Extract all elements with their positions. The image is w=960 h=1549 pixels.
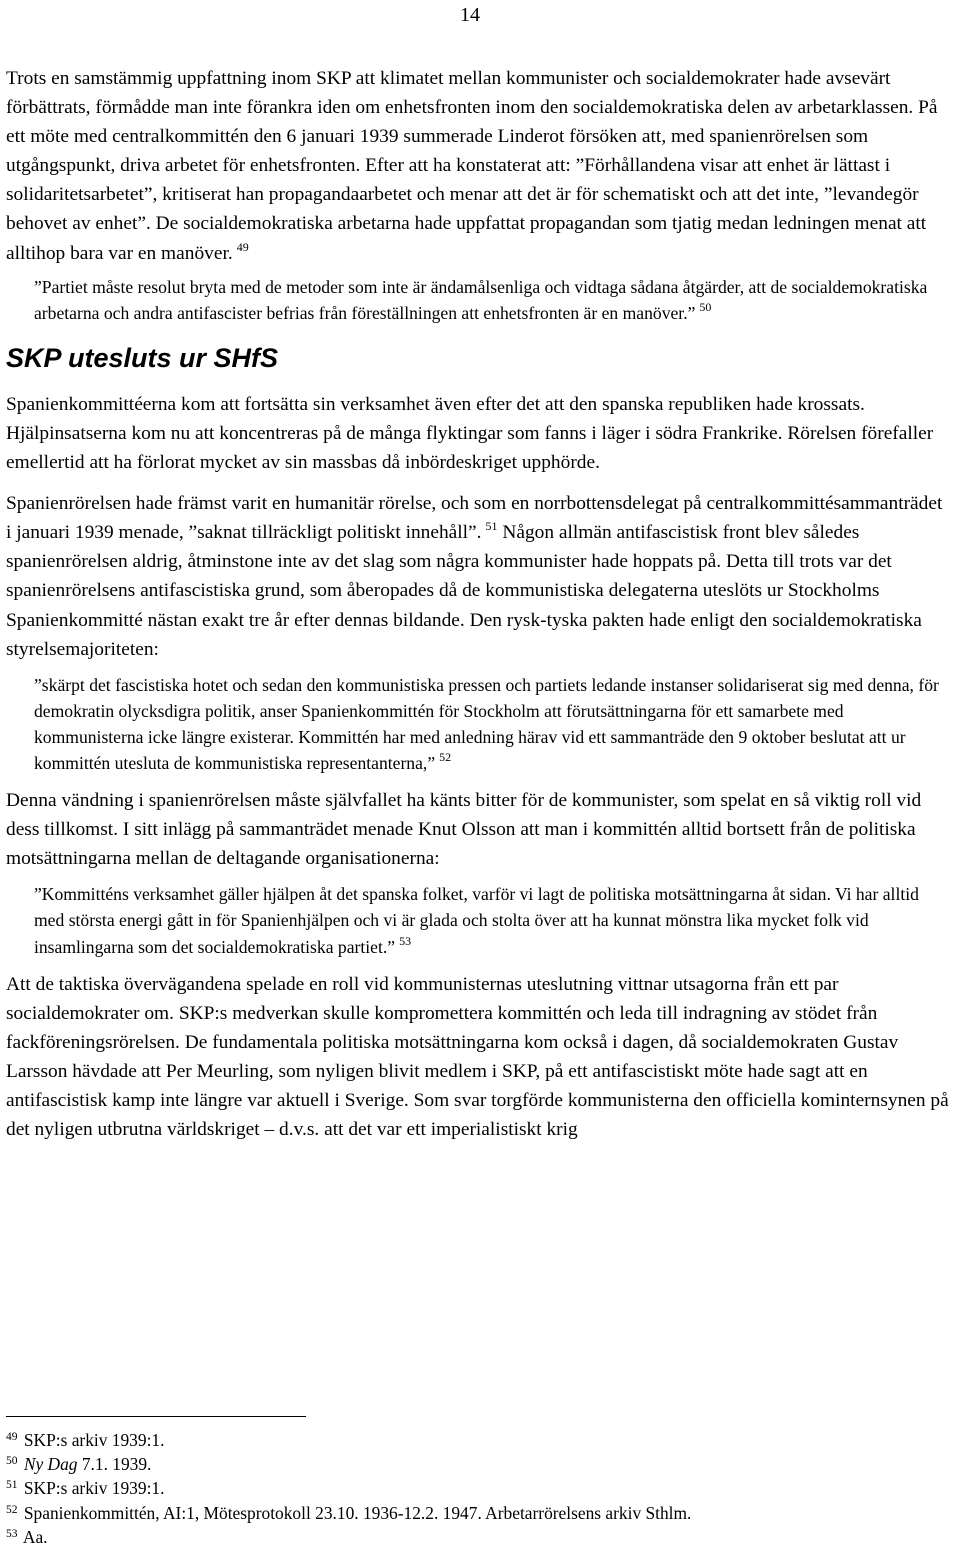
paragraph-3a-text: Spanienrörelsen hade främst varit en humanitär rörelse, och som en norrbottensdelegat på centralkommittésammanträdet i januari 1939 menade, ”saknat tillräckligt politiskt innehåll”. — [6, 493, 943, 544]
footnote-number: 52 — [6, 1503, 18, 1516]
footnote-ref-51[interactable]: 51 — [485, 519, 498, 534]
footnote-item — [6, 1452, 946, 1476]
paragraph-1-text: Trots en samstämmig uppfattning inom SKP att klimatet mellan kommunister och socialdemokrater hade avsevärt förbättrats, förmådde man inte förankra iden om enhetsfronten inom den socialdemokratiska delen av arbetarklassen. På ett möte med centralkommittén den 6 januari 1939 summerade Linderot försöken att, med spanienrörelsen som utgångspunkt, driva arbetet för enhetsfronten. Efter att ha konstaterat att: ”Förhållandena visar att enhet är lättast i solidaritetsarbetet”, kritiserat han propagandaarbetet och menar att det är för schematiskt och att det inte, ”levandegör behovet av enhet”. De socialdemokratiska arbetarna hade uppfattat propagandan som tjatig medan ledningen menat att alltihop bara var en manöver. — [6, 68, 938, 264]
paragraph-2: Spanienkommittéerna kom att fortsätta sin verksamhet även efter det att den spanska republiken hade krossats. Hjälpinsatserna kom nu att koncentreras på de många flyktingar som fanns i läger i södra Frankrike. Rörelsen förefaller emellertid att ha förlorat mycket av sin massbas då inbördeskriget upphörde. — [6, 393, 934, 474]
footnote-number: 53 — [6, 1527, 18, 1540]
footnote-item — [6, 1428, 946, 1452]
block-quote-3-text: ”Kommitténs verksamhet gäller hjälpen åt det spanska folket, varför vi lagt de politiska motsättningarna åt sidan. Vi har alltid med största energi gått in för Spanienhjälpen och vi är glada och stolta över att ha kunnat mönstra lika mycket folk vid insamlingarna som det socialdemokratiska partiet.” — [34, 884, 919, 957]
footnote-number: 49 — [6, 1431, 18, 1443]
footnote-number: 51 — [6, 1479, 18, 1492]
paragraph-3 — [6, 489, 951, 664]
page-body — [6, 64, 951, 1150]
footnote-divider — [6, 1416, 306, 1417]
block-quote-2-text: ”skärpt det fascistiska hotet och sedan den kommunistiska pressen och partiets ledande instanser solidariserat sig med denna, för demokratin olycksdigra politik, anser Spanienkommittén för Stockholm att förutsättningarna för ett samarbete med kommunisterna icke längre existerar. Kommittén har med anledning härav vid ett sammanträde den 9 oktober beslutat att ur kommittén utesluta de kommunistiska representanterna,” — [34, 674, 939, 773]
footnote-source-title: Ny Dag — [23, 1454, 78, 1475]
block-quote-3 — [34, 881, 940, 959]
footnote-number: 50 — [6, 1455, 18, 1468]
footnote-text: 7.1. 1939. — [77, 1454, 152, 1475]
paragraph-1 — [6, 64, 951, 268]
footnote-text: Aa. — [22, 1526, 48, 1547]
paragraph-4: Denna vändning i spanienrörelsen måste självfallet ha känts bitter för de kommunister, som spelat en så viktig roll vid dess tillkomst. I sitt inlägg på sammanträdet menade Knut Olsson att man i kommittén alltid bortsett från de politiska motsättningarna mellan de deltagande organisationerna: — [6, 790, 922, 870]
footnote-ref-49[interactable]: 49 — [236, 239, 249, 254]
footnote-text: Spanienkommittén, AI:1, Mötesprotokoll 23.10. 1936-12.2. 1947. Arbetarrörelsens arkiv Sthlm. — [23, 1502, 692, 1523]
footnote-text: SKP:s arkiv 1939:1. — [23, 1478, 165, 1499]
paragraph-5: Att de taktiska övervägandena spelade en roll vid kommunisternas uteslutning vittnar utsagorna från ett par socialdemokrater om. SKP:s medverkan skulle kompromettera kommittén och leda till indragning av stödet från fackföreningsrörelsen. De fundamentala politiska motsättningarna kom också i dagen, då socialdemokraten Gustav Larsson hävdade att Per Meurling, som nyligen blivit medlem i SKP, på ett antifascistiskt möte hade sagt att en antifascistisk kamp inte längre var aktuell i Sverige. Som svar torgförde kommunisterna den officiella kominternsynen på det nyligen utbrutna världskriget – d.v.s. att det var ett imperialistiskt krig — [6, 973, 949, 1141]
footnote-item — [6, 1476, 946, 1500]
paragraph-3b-text: Någon allmän antifascistisk front blev således spanienrörelsen aldrig, åtminstone inte av det slag som några kommunister hade hoppats på. Detta till trots var det spanienrörelsens antifascistiska grund, som åberopades då de kommunistiska delegaterna uteslöts ur Stockholms Spanienkommitté nästan exakt tre år efter dennas bildande. Den rysk-tyska pakten hade enligt den socialdemokratiska styrelsemajoriteten: — [6, 522, 922, 660]
footnote-ref-53[interactable]: 53 — [399, 933, 412, 948]
block-quote-1 — [34, 274, 940, 326]
section-heading: SKP utesluts ur SHfS — [6, 342, 279, 373]
footnote-item — [6, 1525, 946, 1549]
footnotes — [6, 1428, 946, 1549]
page-number: 14 — [460, 4, 480, 26]
footnote-text: SKP:s arkiv 1939:1. — [23, 1430, 165, 1450]
footnote-ref-52[interactable]: 52 — [439, 749, 452, 764]
footnote-ref-50[interactable]: 50 — [699, 299, 712, 314]
block-quote-1-text: ”Partiet måste resolut bryta med de metoder som inte är ändamålsenliga och vidtaga sådana åtgärder, att de socialdemokratiska arbetarna och andra antifascister befrias från föreställningen att enhetsfronten är en manöver.” — [34, 276, 928, 323]
block-quote-2 — [34, 672, 940, 776]
footnote-item — [6, 1501, 946, 1525]
